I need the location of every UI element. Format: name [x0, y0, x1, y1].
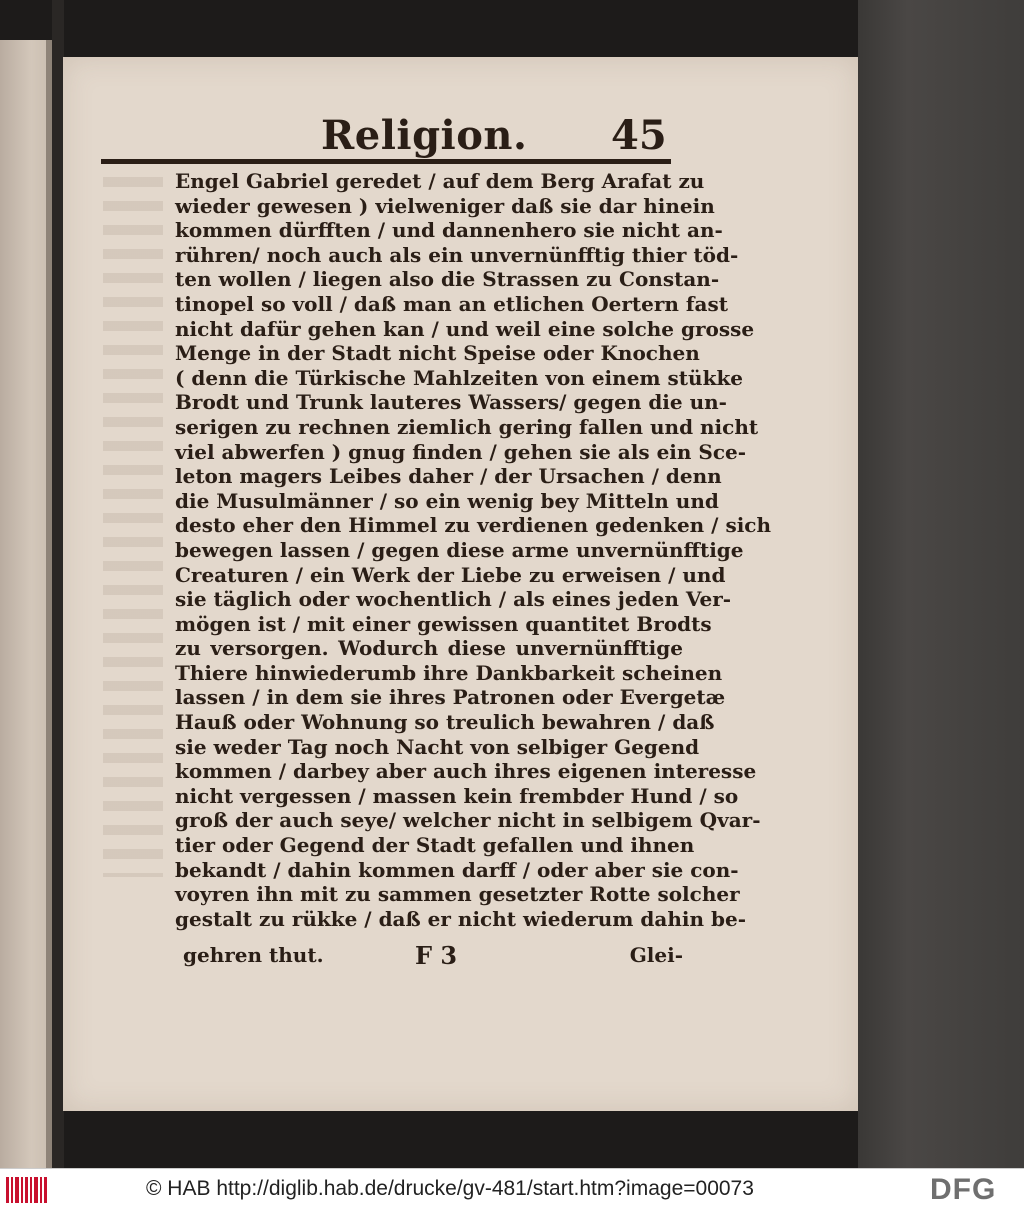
text-line: kommen dürfften / und dannenhero sie nicht an- — [175, 218, 723, 243]
text-line: lassen / in dem sie ihres Patronen oder Evergetæ — [175, 685, 726, 710]
signature-mark: F 3 — [415, 941, 458, 970]
text-line: zu versorgen. Wodurch diese unvernünfftige — [175, 636, 683, 661]
dfg-logo: DFG — [930, 1173, 997, 1206]
text-line: tier oder Gegend der Stadt gefallen und ihnen — [175, 833, 695, 858]
last-line-text: gehren thut. — [183, 943, 324, 967]
book-page — [63, 57, 858, 1111]
running-head: Religion. — [321, 112, 528, 159]
text-line: bekandt / dahin kommen darff / oder aber sie con- — [175, 857, 739, 882]
text-line: Menge in der Stadt nicht Speise oder Knochen — [175, 341, 700, 366]
catchword: Glei- — [629, 943, 683, 967]
source-credit-link[interactable]: © HAB http://diglib.hab.de/drucke/gv-481/start.htm?image=00073 — [146, 1177, 754, 1200]
text-line: groß der auch seye/ welcher nicht in selbigem Qvar- — [175, 808, 761, 833]
text-line: sie täglich oder wochentlich / als eines jeden Ver- — [175, 587, 732, 612]
text-line: sie weder Tag noch Nacht von selbiger Gegend — [175, 734, 700, 759]
text-line: mögen ist / mit einer gewissen quantitet Brodts — [175, 611, 712, 636]
text-line: rühren/ noch auch als ein unvernünfftig thier töd- — [175, 242, 739, 267]
text-line: Creaturen / ein Werk der Liebe zu erweisen / und — [175, 562, 726, 587]
barcode-icon — [6, 1177, 48, 1203]
text-line: Engel Gabriel geredet / auf dem Berg Arafat zu — [175, 169, 705, 193]
header-rule — [101, 159, 671, 164]
text-line: nicht vergessen / massen kein frembder Hund / so — [175, 783, 739, 808]
text-line: nicht dafür gehen kan / und weil eine solche grosse — [175, 316, 755, 341]
last-line — [183, 943, 683, 969]
body-text — [175, 169, 772, 931]
text-line: ten wollen / liegen also die Strassen zu Constan- — [175, 267, 720, 292]
page-number: 45 — [611, 112, 667, 159]
text-line: tinopel so voll / daß man an etlichen Oertern fast — [175, 291, 728, 316]
text-line: kommen / darbey aber auch ihres eigenen interesse — [175, 759, 757, 784]
text-line: gestalt zu rükke / daß er nicht wiederum dahin be- — [175, 906, 747, 931]
text-line: Thiere hinwiederumb ihre Dankbarkeit scheinen — [175, 660, 723, 685]
text-line: wieder gewesen ) vielweniger daß sie dar hinein — [175, 193, 715, 218]
previous-page-edge — [0, 40, 52, 1168]
text-line: viel abwerfen ) gnug finden / gehen sie als ein Sce- — [175, 439, 747, 464]
text-line: leton magers Leibes daher / der Ursachen / denn — [175, 464, 722, 489]
text-line: Hauß oder Wohnung so treulich bewahren / daß — [175, 710, 715, 735]
ink-bleed-through — [103, 177, 163, 877]
text-line: voyren ihn mit zu sammen gesetzter Rotte solcher — [175, 882, 740, 907]
text-line: bewegen lassen / gegen diese arme unvernünfftige — [175, 537, 744, 562]
text-line: ( denn die Türkische Mahlzeiten von einem stükke — [175, 365, 744, 390]
text-line: die Musulmänner / so ein wenig bey Mitteln und — [175, 488, 719, 513]
text-line: desto eher den Himmel zu verdienen gedenken / sich — [175, 513, 772, 538]
text-line: Brodt und Trunk lauteres Wassers/ gegen die un- — [175, 390, 727, 415]
text-line: serigen zu rechnen ziemlich gering fallen und nicht — [175, 414, 759, 439]
background-right — [858, 0, 1024, 1168]
status-bar — [0, 1168, 1024, 1210]
